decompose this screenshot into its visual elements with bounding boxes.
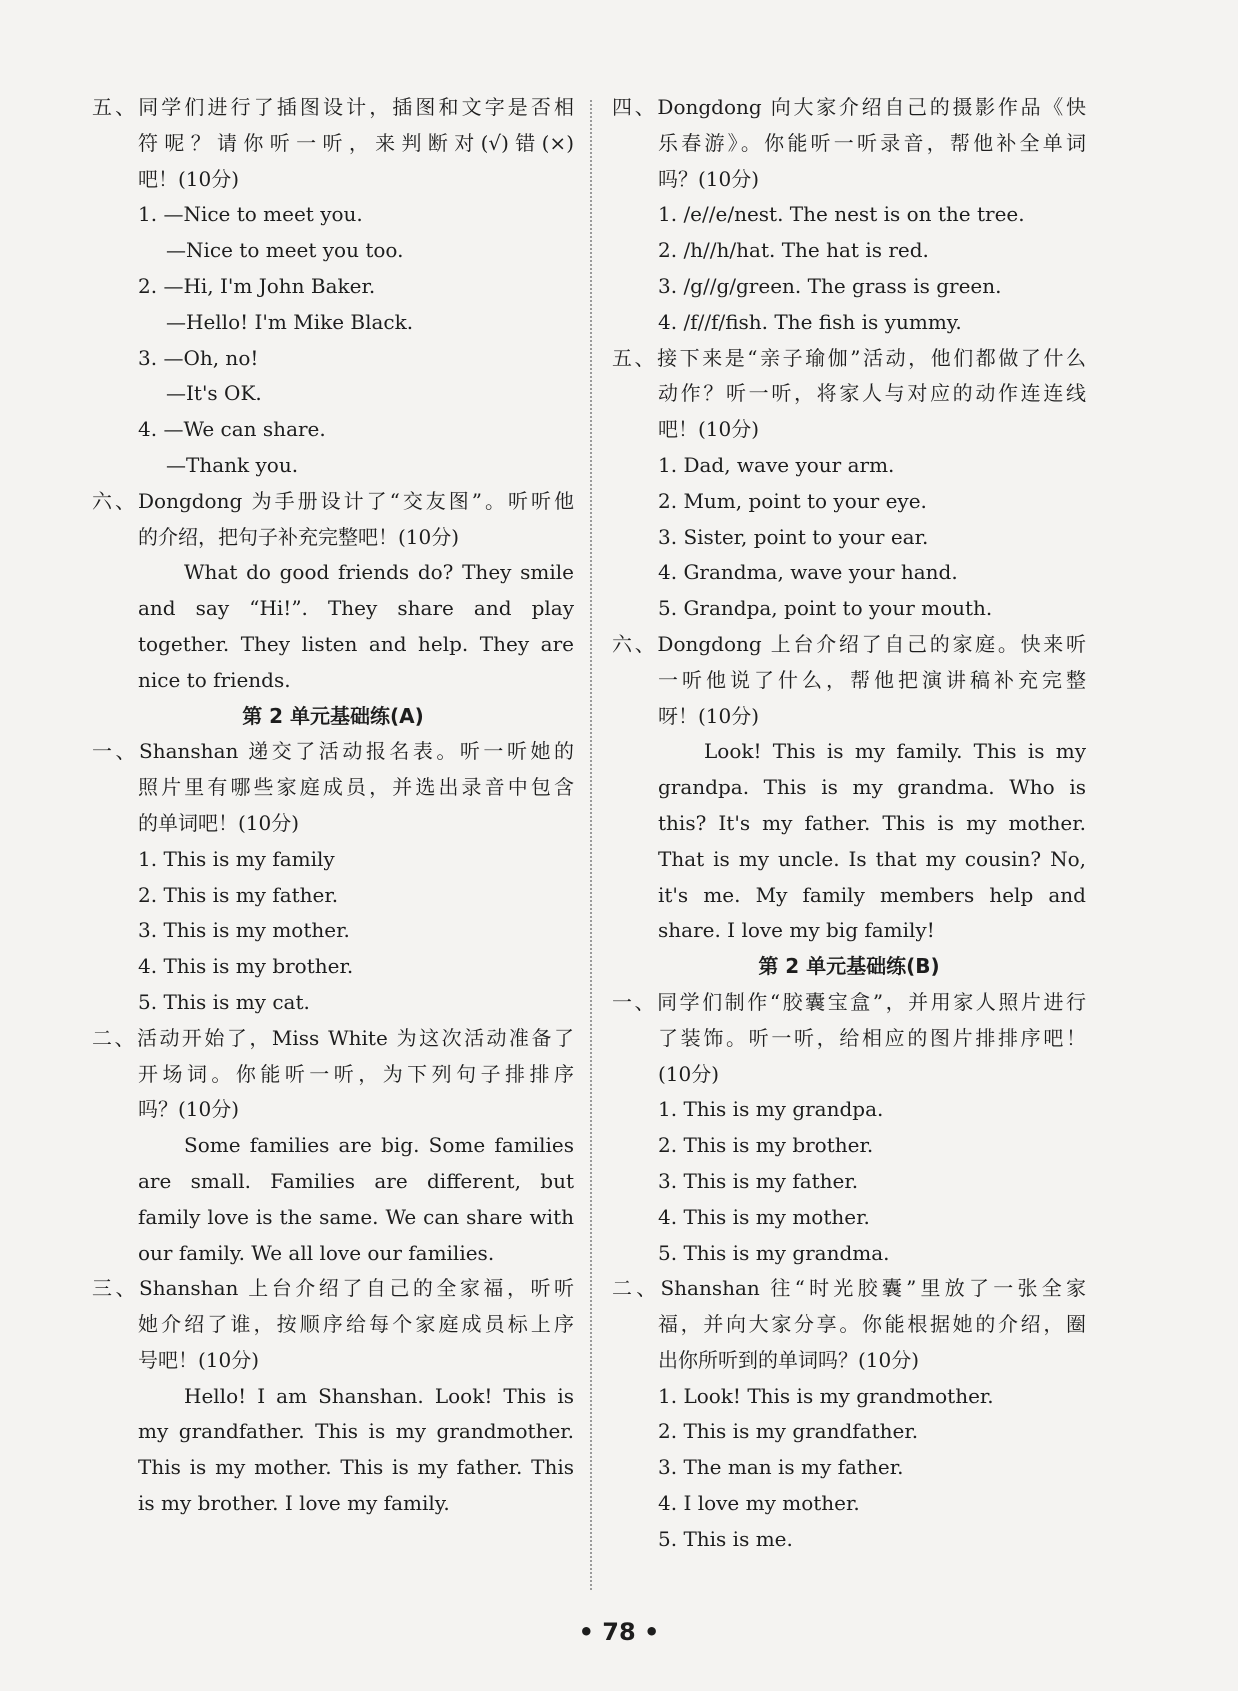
unit-title-b: 第 2 单元基础练(B) [758, 954, 940, 979]
unit-a-section-1 [92, 734, 574, 1020]
section-instruction-line: 她介绍了谁，按顺序给每个家庭成员标上序 [138, 1312, 574, 1337]
section-5-family-yoga [612, 341, 1086, 627]
dialogue-line: 1. —Nice to meet you. [138, 202, 363, 227]
page-number: • 78 • [578, 1618, 660, 1646]
passage-line: it's me. My family members help and [658, 882, 1086, 907]
list-item: 2. This is my father. [138, 882, 339, 907]
list-item: 4. This is my brother. [138, 954, 354, 979]
passage-line: this? It's my father. This is my mother. [658, 810, 1086, 835]
list-item: 5. This is my cat. [138, 989, 310, 1014]
list-item: 3. The man is my father. [658, 1455, 904, 1480]
list-item: 5. Grandpa, point to your mouth. [658, 596, 993, 621]
section-instruction-line: 二、活动开始了，Miss White 为这次活动准备了 [92, 1025, 574, 1050]
right-column [612, 90, 1086, 1558]
list-item: 3. Sister, point to your ear. [658, 524, 929, 549]
list-item: 1. /e//e/nest. The nest is on the tree. [658, 202, 1025, 227]
section-instruction-line: 六、Dongdong 上台介绍了自己的家庭。快来听 [612, 631, 1086, 656]
passage-line: my grandfather. This is my grandmother. [138, 1419, 574, 1444]
passage-line: share. I love my big family! [658, 918, 935, 943]
passage-line: What do good friends do? They smile [184, 560, 574, 585]
section-instruction-line: 三、Shanshan 上台介绍了自己的全家福，听听 [92, 1276, 574, 1301]
passage-line: This is my mother. This is my father. This [138, 1455, 574, 1480]
dialogue-line: —It's OK. [166, 381, 262, 406]
list-item: 4. /f//f/fish. The fish is yummy. [658, 309, 962, 334]
passage-line: family love is the same. We can share with [138, 1204, 574, 1229]
passage-line: our family. We all love our families. [138, 1240, 495, 1265]
section-instruction-line: 照片里有哪些家庭成员，并选出录音中包含 [138, 775, 574, 800]
list-item: 3. /g//g/green. The grass is green. [658, 273, 1002, 298]
section-instruction-line: 号吧！(10分) [138, 1347, 260, 1372]
dialogue-line: 3. —Oh, no! [138, 345, 259, 370]
list-item: 3. This is my father. [658, 1168, 859, 1193]
section-instruction-line: 开场词。你能听一听，为下列句子排排序 [138, 1061, 574, 1086]
dialogue-line: 4. —We can share. [138, 417, 326, 442]
passage-line: That is my uncle. Is that my cousin? No, [658, 846, 1086, 871]
section-instruction-line: 吗？(10分) [658, 166, 760, 191]
section-instruction-line: 一、同学们制作“胶囊宝盒”，并用家人照片进行 [612, 989, 1086, 1014]
section-instruction-line: 吧！(10分) [658, 417, 760, 442]
section-instruction-line: 吧！(10分) [138, 166, 240, 191]
unit-b-section-2 [612, 1271, 1086, 1557]
dialogue-line: —Thank you. [166, 452, 299, 477]
section-instruction-line: 动作？听一听，将家人与对应的动作连连线 [658, 381, 1086, 406]
section-instruction-line: 出你所听到的单词吗？(10分) [658, 1347, 920, 1372]
passage-line: Hello! I am Shanshan. Look! This is [184, 1383, 574, 1408]
list-item: 3. This is my mother. [138, 918, 350, 943]
list-item: 2. Mum, point to your eye. [658, 488, 927, 513]
list-item: 1. Dad, wave your arm. [658, 452, 895, 477]
dialogue-line: —Hello! I'm Mike Black. [166, 309, 414, 334]
passage-line: Look! This is my family. This is my [704, 739, 1086, 764]
unit-a-section-2 [92, 1021, 574, 1272]
list-item: 2. This is my brother. [658, 1133, 874, 1158]
list-item: 1. This is my grandpa. [658, 1097, 884, 1122]
section-5-listening-true-false [92, 90, 574, 484]
unit-a-section-3 [92, 1271, 574, 1522]
passage-line: and say “Hi!”. They share and play [138, 596, 574, 621]
section-instruction-line: 符呢？请你听一听，来判断对(√)错(×) [138, 130, 574, 155]
passage-line: together. They listen and help. They are [138, 631, 574, 656]
section-instruction-line: 的介绍，把句子补充完整吧！(10分) [138, 524, 460, 549]
unit-b-section-1 [612, 985, 1086, 1271]
section-instruction-line: 福，并向大家分享。你能根据她的介绍，圈 [658, 1312, 1086, 1337]
section-instruction-line: (10分) [658, 1061, 720, 1086]
list-item: 1. Look! This is my grandmother. [658, 1383, 994, 1408]
list-item: 5. This is my grandma. [658, 1240, 890, 1265]
passage-line: is my brother. I love my family. [138, 1491, 450, 1516]
section-instruction-line: 呀！(10分) [658, 703, 760, 728]
passage-line: grandpa. This is my grandma. Who is [658, 775, 1086, 800]
list-item: 4. I love my mother. [658, 1491, 860, 1516]
list-item: 2. This is my grandfather. [658, 1419, 919, 1444]
section-instruction-line: 五、同学们进行了插图设计，插图和文字是否相 [92, 95, 574, 119]
section-instruction-line: 的单词吧！(10分) [138, 810, 300, 835]
section-instruction-line: 二、Shanshan 往“时光胶囊”里放了一张全家 [612, 1276, 1086, 1301]
passage-line: are small. Families are different, but [138, 1168, 574, 1193]
section-instruction-line: 一听他说了什么，帮他把演讲稿补充完整 [658, 667, 1086, 692]
unit-title-a: 第 2 单元基础练(A) [242, 703, 424, 728]
dialogue-line: —Nice to meet you too. [166, 238, 404, 263]
section-4-photo-words [612, 90, 1086, 341]
section-instruction-line: 五、接下来是“亲子瑜伽”活动，他们都做了什么 [612, 345, 1086, 370]
section-instruction-line: 一、Shanshan 递交了活动报名表。听一听她的 [92, 739, 574, 764]
section-instruction-line: 了装饰。听一听，给相应的图片排排序吧！ [658, 1025, 1086, 1050]
passage-line: nice to friends. [138, 667, 291, 692]
list-item: 2. /h//h/hat. The hat is red. [658, 238, 929, 263]
list-item: 1. This is my family [138, 846, 335, 871]
passage-line: Some families are big. Some families [184, 1133, 574, 1158]
list-item: 5. This is me. [658, 1526, 793, 1551]
dialogue-line: 2. —Hi, I'm John Baker. [138, 273, 376, 298]
section-instruction-line: 吗？(10分) [138, 1097, 240, 1122]
section-instruction-line: 乐春游》。你能听一听录音，帮他补全单词 [658, 130, 1086, 155]
left-column [92, 90, 574, 1522]
section-instruction-line: 六、Dongdong 为手册设计了“交友图”。听听他 [92, 488, 574, 513]
section-instruction-line: 四、Dongdong 向大家介绍自己的摄影作品《快 [612, 95, 1086, 119]
section-6-friend-map [92, 484, 574, 699]
list-item: 4. Grandma, wave your hand. [658, 560, 958, 585]
column-divider [590, 100, 592, 1590]
list-item: 4. This is my mother. [658, 1204, 870, 1229]
section-6-family-speech [612, 627, 1086, 949]
